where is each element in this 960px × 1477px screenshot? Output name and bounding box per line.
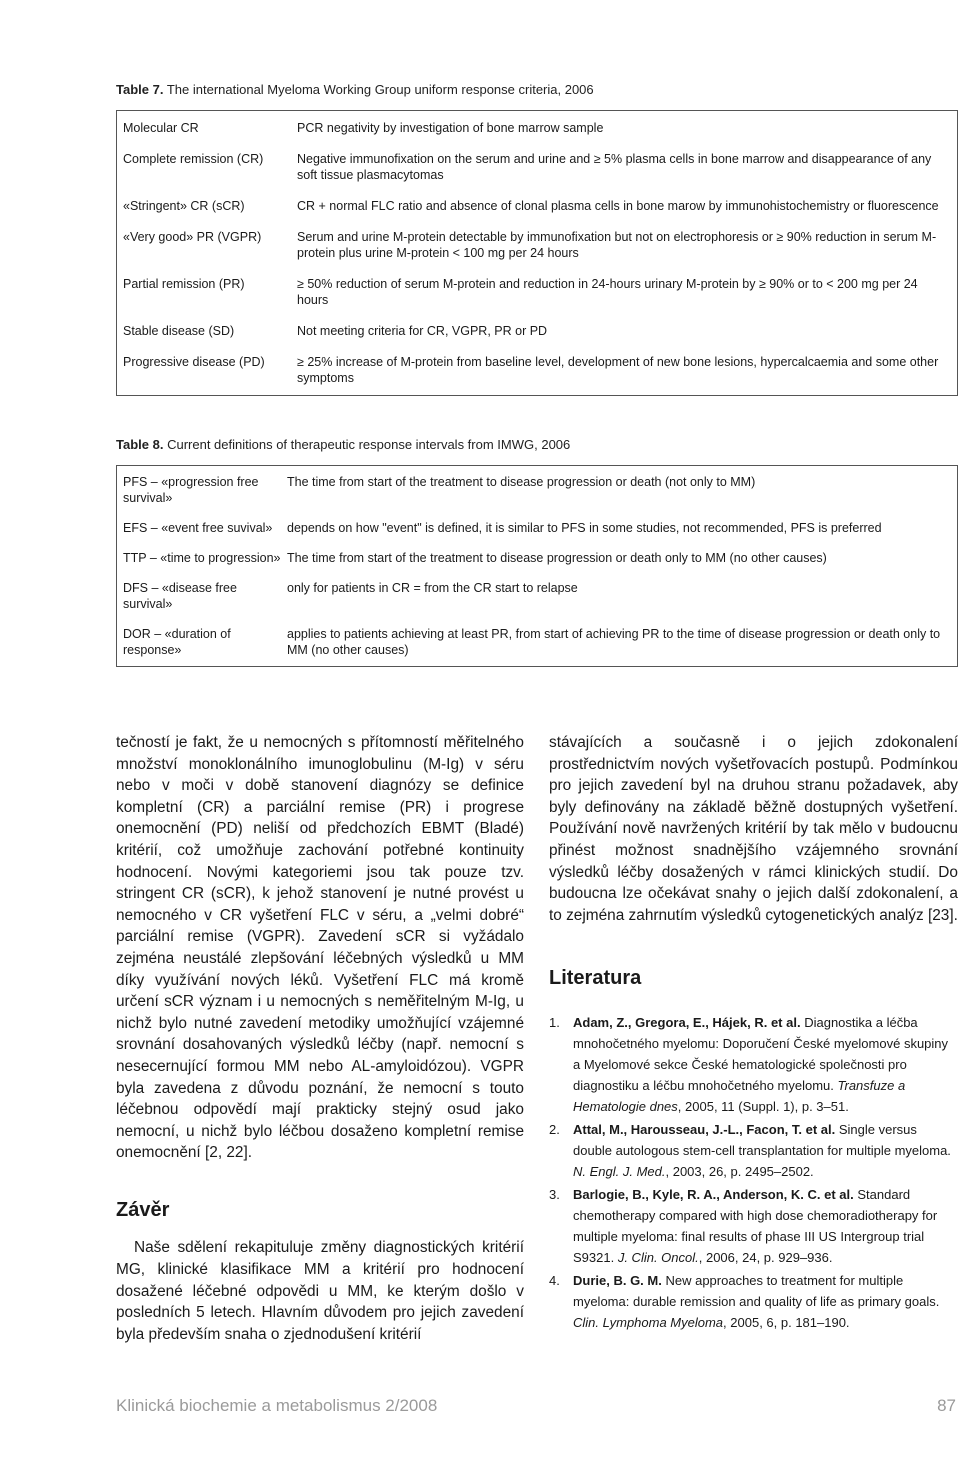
table8-definition: depends on how "event" is defined, it is similar to PFS in some studies, not recommended, PFS is preferred — [287, 521, 882, 535]
table8-term: DFS – «disease free survival» — [123, 581, 237, 611]
reference-title: Standard chemotherapy compared with high dose chemoradiotherapy for multiple myeloma: final results of phase III US Intergroup trial S9321. — [573, 1186, 938, 1265]
table-row — [117, 466, 958, 513]
reference-details: , 2006, 24, p. 929–936. — [698, 1249, 833, 1265]
reference-authors: Adam, Z., Gregora, E., Hájek, R. et al. — [573, 1014, 801, 1030]
reference-title: Diagnostika a léčba mnohočetného myelomu: Doporučení České myelomové skupiny a Myelomové sekce České hematologické společnosti pro diagnostiku a léčbu mnohočetného myelomu. — [573, 1014, 949, 1093]
left-text-column — [116, 732, 524, 1345]
table7-label: Table 7. — [116, 82, 164, 97]
reference-authors: Barlogie, B., Kyle, R. A., Anderson, K. C. et al. — [573, 1186, 854, 1202]
table8-term: EFS – «event free suvival» — [123, 521, 273, 535]
table8-definition: The time from start of the treatment to disease progression or death only to MM (no other causes) — [287, 551, 827, 565]
table7-term: «Stringent» CR (sCR) — [123, 199, 245, 213]
table8-label: Table 8. — [116, 437, 164, 452]
table8 — [116, 465, 958, 667]
table7-term: Progressive disease (PD) — [123, 355, 265, 369]
table7-definition: PCR negativity by investigation of bone marrow sample — [297, 121, 604, 135]
table-row — [117, 345, 958, 396]
reference-authors: Durie, B. G. M. — [573, 1272, 662, 1288]
reference-journal: J. Clin. Oncol. — [617, 1249, 699, 1265]
reference-journal: Transfuze a Hematologie dnes — [573, 1077, 906, 1114]
reference-authors: Attal, M., Harousseau, J.-L., Facon, T. et al. — [573, 1121, 836, 1137]
reference-details: , 2003, 26, p. 2495–2502. — [665, 1163, 814, 1179]
table-row — [117, 189, 958, 220]
table8-caption — [116, 437, 570, 452]
table7 — [116, 110, 958, 396]
section-heading-zaver: Závěr — [116, 1198, 170, 1221]
reference-title: Single versus double autologous stem-cell transplantation for multiple myeloma. — [573, 1121, 951, 1158]
table-row — [117, 542, 958, 572]
footer-journal-name: Klinická biochemie a metabolismus 2/2008 — [116, 1396, 438, 1415]
table7-term: «Very good» PR (VGPR) — [123, 230, 262, 244]
table-row — [117, 512, 958, 542]
table-row — [117, 314, 958, 345]
table-row — [117, 267, 958, 314]
reference-item — [549, 1184, 958, 1268]
table-row — [117, 111, 958, 143]
page-number: 87 — [937, 1396, 956, 1415]
body-paragraph: Naše sdělení rekapituluje změny diagnostických kritérií MG, klinické klasifikace MM a kritérií pro hodnocení dosažené léčebné odpovědi u MM, ke kterým došlo v posledních 5 letech. Hlavním důvodem pro jejich zavedení byla především snaha o zjednodušení kritérií — [116, 1239, 524, 1343]
reference-item — [549, 1012, 958, 1117]
reference-title: New approaches to treatment for multiple myeloma: durable remission and quality of life as primary goals. — [573, 1272, 940, 1309]
table8-definition: only for patients in CR = from the CR start to relapse — [287, 581, 578, 595]
reference-number: 1. — [549, 1014, 560, 1030]
table7-definition: Negative immunofixation on the serum and urine and ≥ 5% plasma cells in bone marrow and disappearance of any soft tissue plasmacytomas — [297, 152, 932, 182]
table7-definition: ≥ 25% increase of M-protein from baseline level, development of new bone lesions, hypercalcaemia and some other symptoms — [297, 355, 939, 385]
table7-definition: ≥ 50% reduction of serum M-protein and reduction in 24-hours urinary M-protein by ≥ 90% or to < 200 mg per 24 hours — [297, 277, 918, 307]
table7-title: The international Myeloma Working Group uniform response criteria, 2006 — [166, 82, 594, 97]
table7-term: Partial remission (PR) — [123, 277, 245, 291]
table7-term: Complete remission (CR) — [123, 152, 264, 166]
table7-definition: CR + normal FLC ratio and absence of clonal plasma cells in bone marow by immunohistochemistry or fluorescence — [297, 199, 939, 213]
body-paragraph: tečností je fakt, že u nemocných s přítomností měřitelného množství monoklonálního imunoglobulinu (M-Ig) v séru nebo v moči v době stanovení diagnózy se definice kompletní (CR) a parciální remise (PR) i progrese onemocnění (PD) neliší od předchozích EBMT (Bladé) kritérií, což umožňuje zachování potřebné kontinuity hodnocení. Novými kategoriemi jsou tak pouze tzv. stringent CR (sCR), k jehož stanovení je nutné provést u nemocného v CR vyšetření FLC v séru, a „velmi dobré“ parciální remise (VGPR). Zavedení sCR si vyžádalo zejména neustálé zlepšování léčebných výsledků u MM díky využívání nových léků. Vyšetření FLC má kromě určení sCR význam i u nemocných s neměřitelným M-Ig, u nichž bylo nutné zavedení metodiky umožňující vzájemné srovnání dosahovaných výsledků léčby (např. nemocní s nesecernující formou MM nebo AL-amyloidózou). VGPR byla zavedena z důvodu poznání, že nemocní s touto léčebnou odpovědí mají prakticky stejný osud jako nemocní, u nichž bylo léčbou dosaženo kompletní remise onemocnění [2, 22]. — [116, 734, 524, 1162]
table-row — [117, 142, 958, 189]
table8-definition: The time from start of the treatment to disease progression or death (not only to MM) — [287, 475, 756, 489]
table7-definition: Serum and urine M-protein detectable by immunofixation but not on electrophoresis or ≥ 90% reduction in serum M-protein plus urine M-protein < 100 mg per 24 hours — [297, 230, 937, 260]
reference-details: , 2005, 6, p. 181–190. — [723, 1314, 850, 1330]
section-heading-literatura: Literatura — [549, 967, 642, 990]
reference-list — [549, 1012, 958, 1333]
reference-journal: Clin. Lymphoma Myeloma — [573, 1314, 724, 1330]
table8-term: PFS – «progression free survival» — [123, 475, 259, 505]
reference-number: 3. — [549, 1186, 560, 1202]
right-text-column — [549, 732, 958, 1335]
table7-term: Stable disease (SD) — [123, 324, 235, 338]
table7-definition: Not meeting criteria for CR, VGPR, PR or PD — [297, 324, 548, 338]
table-row — [117, 618, 958, 667]
reference-item — [549, 1270, 958, 1333]
reference-number: 4. — [549, 1272, 560, 1288]
table8-term: DOR – «duration of response» — [123, 627, 231, 657]
table-row — [117, 572, 958, 618]
table7-term: Molecular CR — [123, 121, 199, 135]
table8-term: TTP – «time to progression» — [123, 551, 281, 565]
reference-journal: N. Engl. J. Med. — [573, 1163, 666, 1179]
reference-number: 2. — [549, 1121, 560, 1137]
body-paragraph: stávajících a současně i o jejich zdokonalení prostřednictvím nových vyšetřovacích postupů. Podmínkou pro jejich zavedení byl na druhou stranu požadavek, aby byly definovány na základě běžně dostupných vyšetření. Používání nově navržených kritérií by tak mělo v budoucnu přinést možnost snadnějšího vzájemného srovnání výsledků léčby dosažených v rámci klinických studií. Do budoucna lze očekávat snahy o jejich další zdokonalení, a to zejména zahrnutím výsledků cytogenetických analýz [23]. — [549, 734, 958, 924]
table8-definition: applies to patients achieving at least PR, from start of achieving PR to the time of disease progression or death only to MM (no other causes) — [287, 627, 941, 657]
table-row — [117, 220, 958, 267]
table8-title: Current definitions of therapeutic response intervals from IMWG, 2006 — [167, 437, 571, 452]
table7-caption — [116, 82, 594, 97]
reference-item — [549, 1119, 958, 1182]
reference-details: , 2005, 11 (Suppl. 1), p. 3–51. — [677, 1098, 849, 1114]
